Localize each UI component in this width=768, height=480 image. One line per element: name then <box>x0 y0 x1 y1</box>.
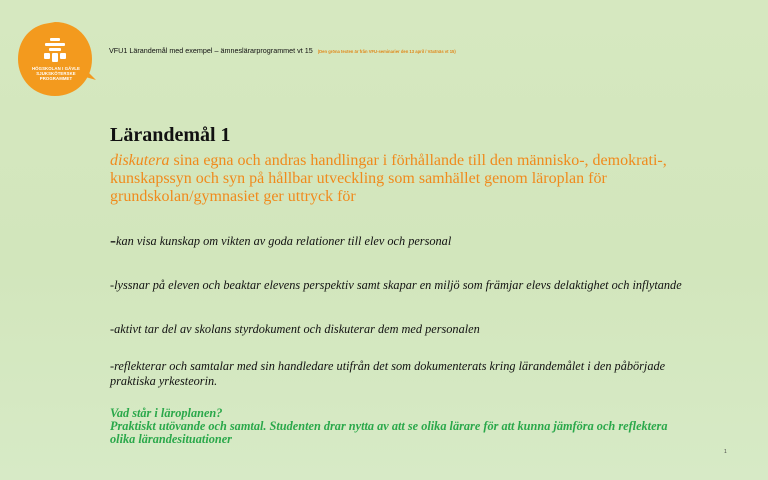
seminar-answer: Praktiskt utövande och samtal. Studenten drar nytta av att se olika lärare för att kunna jämföra och reflektera olika lärandesituationer <box>110 419 668 446</box>
example-item: -aktivt tar del av skolans styrdokument och diskuterar dem med personalen <box>110 322 480 336</box>
header-note: (Den gröna texten är från VFU-seminarier den 13 april / Växtnäs vt 15) <box>317 49 456 54</box>
seminar-question: Vad står i läroplanen? <box>110 406 223 420</box>
example-item: -reflekterar och samtalar med sin handledare utifrån det som dokumenterats kring lärandemålet i den påbörjade praktiska yrkesteorin. <box>110 359 666 388</box>
logo-text <box>24 66 88 81</box>
logo-line-3: PROGRAMMET <box>39 76 73 81</box>
goal-description: sina egna och andras handlingar i förhållande till den människo-, demokrati-, kunskapssyn och syn på hållbar utveckling som samhället genom läroplan för grundskolan/gymnasiet ger uttryck för <box>110 152 667 205</box>
header-title: VFU1 Lärandemål med exempel – ämneslärarprogrammet vt 15 <box>109 46 313 55</box>
page-number: 1 <box>724 449 727 455</box>
logo-line-1: HÖGSKOLAN I GÄVLE <box>31 66 80 71</box>
learning-goal-text <box>110 152 670 206</box>
bullet-dash: - <box>110 230 116 250</box>
example-item <box>110 230 690 250</box>
seminar-notes <box>110 407 670 446</box>
page-title: Lärandemål 1 <box>110 124 231 146</box>
example-item: -lyssnar på eleven och beaktar elevens perspektiv samt skapar en miljö som främjar elevs delaktighet och inflytande <box>110 278 682 292</box>
goal-verb: diskutera <box>110 152 170 169</box>
logo-badge <box>14 18 96 100</box>
example-text: kan visa kunskap om vikten av goda relationer till elev och personal <box>116 234 452 248</box>
logo-line-2: SJUKSKÖTERSKE <box>36 71 76 76</box>
slide-header <box>109 46 456 55</box>
university-emblem-icon <box>14 18 96 100</box>
